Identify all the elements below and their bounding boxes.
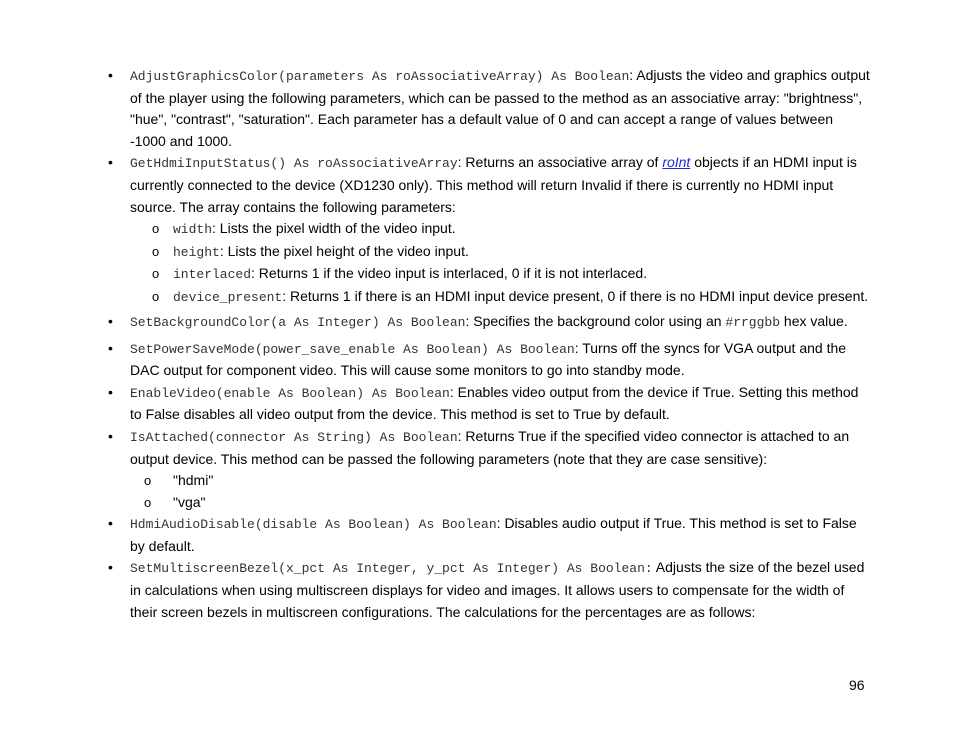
method-description: : Returns an associative array of: [457, 154, 663, 171]
parameter-item: [130, 286, 870, 309]
method-description: : Turns off the syncs for VGA output and the DAC output for component video. This will cause some monitors to go into standby mode.: [130, 339, 847, 379]
page-number: 96: [849, 677, 865, 693]
method-signature: SetMultiscreenBezel(x_pct As Integer, y_pct As Integer) As Boolean:: [130, 561, 653, 577]
method-signature: SetPowerSaveMode(power_save_enable As Boolean) As Boolean: [130, 341, 575, 357]
method-signature: GetHdmiInputStatus() As roAssociativeArray: [130, 156, 458, 172]
parameter-item: [130, 492, 870, 514]
parameter-description: : Lists the pixel height of the video input.: [219, 242, 469, 259]
method-signature: IsAttached(connector As String) As Boolean: [130, 429, 458, 445]
parameter-item: [130, 470, 870, 492]
parameter-description: : Lists the pixel width of the video input.: [212, 220, 456, 237]
parameter-list: [130, 218, 870, 308]
parameter-name: interlaced: [173, 267, 252, 283]
method-description: Adjusts the size of the bezel used in calculations when using multiscreen displays for video and images. It allows users to compensate for the width of their screen bezels in multiscreen configurations. The calculations for the percentages are as follows:: [130, 559, 865, 620]
method-description: : Adjusts the video and graphics output of the player using the following parameters, which can be passed to the method as an associative array: "brightness", "hue", "contrast", "saturation". Each parameter has a default value of 0 and can accept a range of values between -1000 and 1000.: [130, 67, 870, 149]
method-description: : Specifies the background color using an: [465, 312, 726, 329]
hex-format: #rrggbb: [725, 314, 781, 330]
parameter-name: height: [173, 244, 220, 260]
method-signature: AdjustGraphicsColor(parameters As roAssociativeArray) As Boolean: [130, 69, 630, 84]
parameter-value: "vga": [173, 493, 206, 510]
list-item-is-attached: [130, 426, 870, 513]
list-item-hdmi-audio-disable: [130, 513, 870, 557]
parameter-item: [130, 241, 870, 264]
method-description: : Returns True if the specified video connector is attached to an output device. This method can be passed the following parameters (note that they are case sensitive):: [130, 427, 850, 467]
parameter-description: : Returns 1 if the video input is interlaced, 0 if it is not interlaced.: [251, 265, 648, 282]
method-signature: EnableVideo(enable As Boolean) As Boolean: [130, 385, 450, 401]
list-item-set-power-save-mode: [130, 338, 870, 382]
method-description: : Disables audio output if True. This method is set to False by default.: [130, 515, 857, 554]
method-signature: SetBackgroundColor(a As Integer) As Boolean: [130, 314, 466, 330]
method-list: [130, 65, 870, 623]
list-item-adjust-graphics-color: [130, 65, 870, 152]
roint-link[interactable]: roInt: [662, 154, 691, 171]
parameter-value: "hdmi": [173, 472, 214, 489]
parameter-list: [130, 470, 870, 513]
parameter-name: width: [173, 222, 213, 238]
method-description-cont: hex value.: [780, 312, 848, 329]
method-description: : Enables video output from the device if True. Setting this method to False disables all video output from the device. This method is set to True by default.: [130, 383, 859, 423]
list-item-get-hdmi-input-status: [130, 152, 870, 308]
parameter-description: : Returns 1 if there is an HDMI input device present, 0 if there is no HDMI input device present.: [282, 287, 869, 304]
list-item-set-background-color: [130, 309, 870, 335]
parameter-item: [130, 218, 870, 241]
method-signature: HdmiAudioDisable(disable As Boolean) As Boolean: [130, 517, 497, 533]
parameter-item: [130, 263, 870, 286]
list-item-set-multiscreen-bezel: [130, 557, 870, 623]
method-description-cont: objects if an HDMI input is currently connected to the device (XD1230 only). This method will return Invalid if there is currently no HDMI input source. The array contains the following parameters:: [130, 154, 857, 215]
parameter-name: device_present: [173, 289, 283, 305]
list-item-enable-video: [130, 382, 870, 426]
